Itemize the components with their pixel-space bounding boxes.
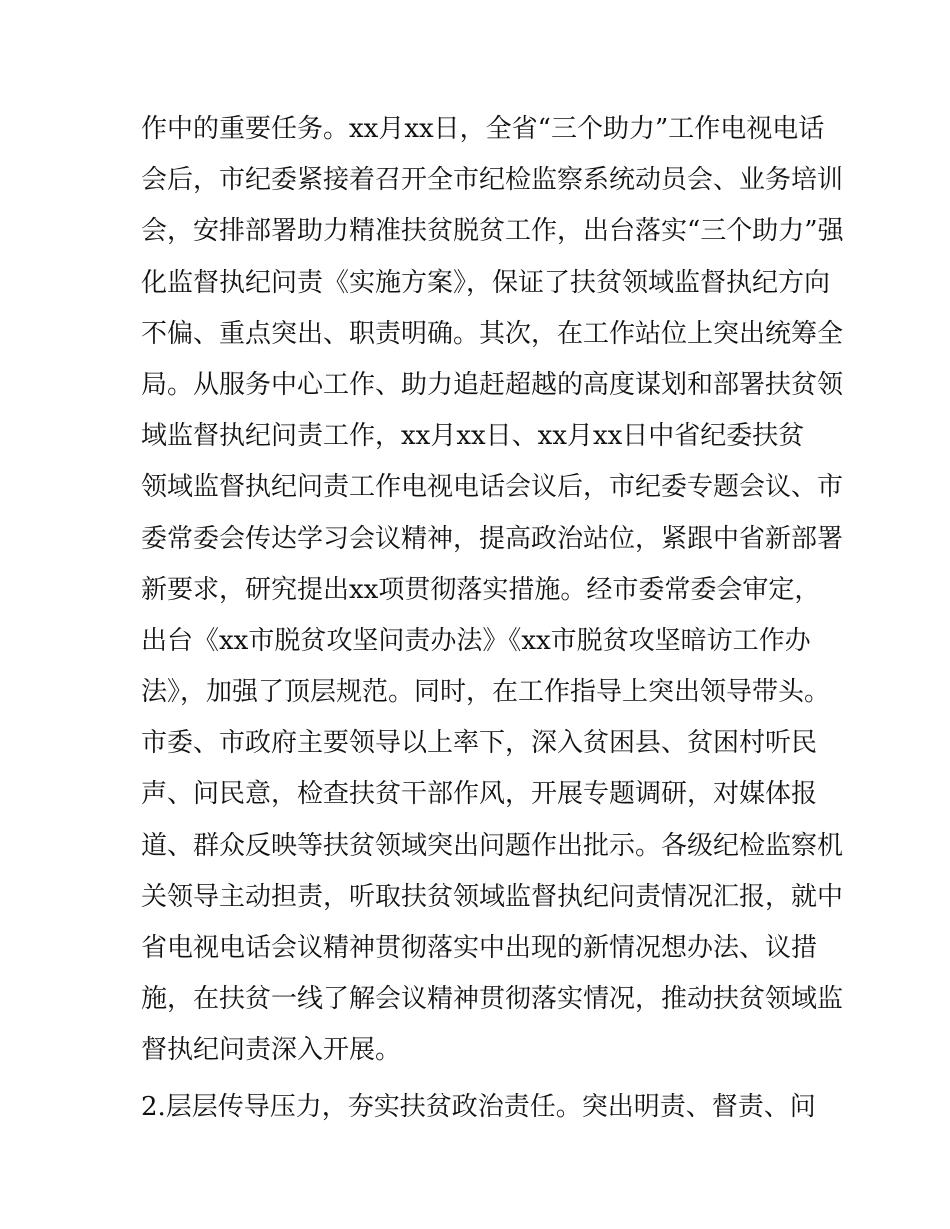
text-line: 关领导主动担责，听取扶贫领域监督执纪问责情况汇报，就中 xyxy=(141,881,844,912)
text-line: 道、群众反映等扶贫领域突出问题作出批示。各级纪检监察机 xyxy=(141,830,844,861)
text-line: 会，安排部署助力精准扶贫脱贫工作，出台落实“三个助力”强 xyxy=(141,216,844,247)
text-line: 不偏、重点突出、职责明确。其次，在工作站位上突出统筹全 xyxy=(141,318,844,349)
text-line: 出台《xx市脱贫攻坚问责办法》《xx市脱贫攻坚暗访工作办 xyxy=(141,625,811,656)
text-line: 域监督执纪问责工作，xx月xx日、xx月xx日中省纪委扶贫 xyxy=(141,421,805,452)
section-heading: 2.层层传导压力，夯实扶贫政治责任。突出明责、督责、问 xyxy=(141,1091,816,1122)
text-line: 声、问民意，检查扶贫干部作风，开展专题调研，对媒体报 xyxy=(141,779,818,810)
text-line: 施，在扶贫一线了解会议精神贯彻落实情况，推动扶贫领域监 xyxy=(141,984,844,1015)
text-line: 局。从服务中心工作、助力追赶超越的高度谋划和部署扶贫领 xyxy=(141,369,844,400)
text-line: 督执纪问责深入开展。 xyxy=(141,1035,402,1066)
text-line: 委常委会传达学习会议精神，提高政治站位，紧跟中省新部署 xyxy=(141,523,844,554)
body-text xyxy=(141,104,844,1133)
text-line: 市委、市政府主要领导以上率下，深入贫困县、贫困村听民 xyxy=(141,728,818,759)
text-line: 法》，加强了顶层规范。同时，在工作指导上突出领导带头。 xyxy=(141,677,831,708)
text-line: 新要求，研究提出xx项贯彻落实措施。经市委常委会审定， xyxy=(141,574,821,605)
text-line: 化监督执纪问责《实施方案》，保证了扶贫领域监督执纪方向 xyxy=(141,267,831,298)
text-line: 领域监督执纪问责工作电视电话会议后，市纪委专题会议、市 xyxy=(141,472,844,503)
text-line: 作中的重要任务。xx月xx日，全省“三个助力”工作电视电话 xyxy=(141,114,825,144)
text-line: 会后，市纪委紧接着召开全市纪检监察系统动员会、业务培训 xyxy=(141,165,844,196)
text-line: 省电视电话会议精神贯彻落实中出现的新情况想办法、议措 xyxy=(141,933,818,963)
